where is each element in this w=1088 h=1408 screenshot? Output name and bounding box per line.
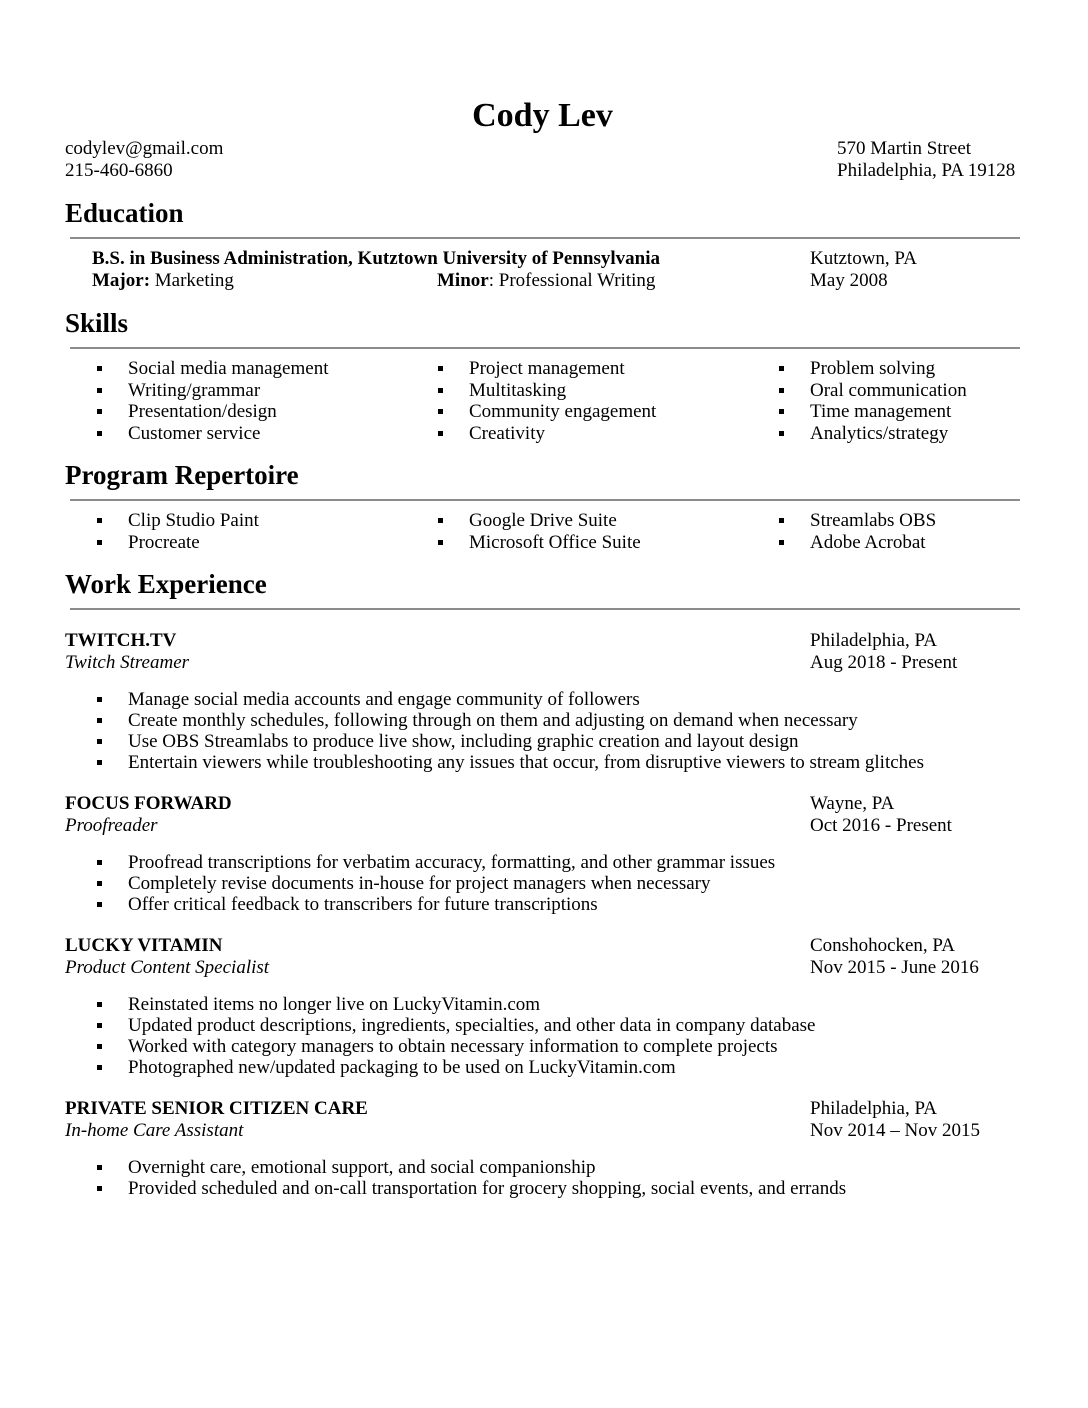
job-dates: Nov 2014 – Nov 2015	[810, 1120, 980, 1141]
section-divider	[70, 347, 1020, 349]
skill-item	[406, 380, 747, 402]
job-dates: Oct 2016 - Present	[810, 815, 952, 836]
skill-item	[747, 423, 1088, 445]
contact-right	[837, 138, 1015, 182]
job-company-row	[65, 793, 1020, 815]
skill-label: Project management	[469, 358, 625, 379]
job-bullet-text: Overnight care, emotional support, and social companionship	[128, 1157, 596, 1178]
program-item	[406, 510, 747, 532]
bullet-square-icon	[438, 388, 443, 393]
bullet-square-icon	[438, 366, 443, 371]
section-heading-education: Education	[65, 198, 184, 228]
program-label: Google Drive Suite	[469, 510, 617, 531]
bullet-square-icon	[779, 366, 784, 371]
job-entry	[65, 935, 1020, 1078]
bullet-square-icon	[97, 409, 102, 414]
job-entry	[65, 1098, 1020, 1199]
job-bullet	[65, 752, 1020, 773]
job-bullet	[65, 873, 1020, 894]
bullet-square-icon	[779, 540, 784, 545]
job-bullet	[65, 1157, 1020, 1178]
bullet-square-icon	[779, 431, 784, 436]
bullet-square-icon	[97, 881, 102, 886]
job-bullet-list	[65, 994, 1020, 1078]
education-degree-row	[65, 248, 1020, 270]
skill-label: Problem solving	[810, 358, 936, 379]
program-label: Adobe Acrobat	[810, 531, 926, 553]
skill-label: Time management	[810, 401, 952, 422]
bullet-square-icon	[97, 518, 102, 523]
program-label: Microsoft Office Suite	[469, 531, 641, 553]
job-bullet	[65, 852, 1020, 873]
bullet-square-icon	[97, 860, 102, 865]
skills-grid	[65, 358, 1020, 444]
job-title: In-home Care Assistant	[65, 1120, 244, 1141]
job-bullet	[65, 1057, 1020, 1078]
skills-column-3	[747, 358, 1088, 444]
job-bullet-text: Create monthly schedules, following through on them and adjusting on demand when necessary	[128, 710, 858, 731]
major-text	[92, 270, 234, 291]
job-bullet	[65, 731, 1020, 752]
section-divider	[70, 608, 1020, 610]
job-title-row	[65, 652, 1020, 674]
skill-label: Community engagement	[469, 401, 657, 422]
job-bullet-list	[65, 1157, 1020, 1199]
bullet-square-icon	[97, 1044, 102, 1049]
program-label: Clip Studio Paint	[128, 510, 259, 531]
company-name: LUCKY VITAMIN	[65, 935, 223, 956]
section-heading-work: Work Experience	[65, 569, 267, 599]
bullet-square-icon	[97, 540, 102, 545]
job-bullet-text: Use OBS Streamlabs to produce live show, including graphic creation and layout design	[128, 731, 799, 752]
education-date: May 2008	[810, 270, 888, 291]
job-location: Wayne, PA	[810, 793, 895, 814]
job-company-row	[65, 1098, 1020, 1120]
bullet-square-icon	[438, 540, 443, 545]
job-bullet	[65, 1015, 1020, 1036]
skill-label: Oral communication	[810, 379, 967, 401]
program-label: Streamlabs OBS	[810, 510, 937, 531]
skill-label: Social media management	[128, 358, 329, 379]
job-bullet	[65, 1036, 1020, 1057]
bullet-square-icon	[97, 739, 102, 744]
job-entry	[65, 793, 1020, 915]
section-heading-programs: Program Repertoire	[65, 460, 299, 490]
skill-label: Customer service	[128, 422, 261, 444]
bullet-square-icon	[97, 431, 102, 436]
job-bullet-text: Entertain viewers while troubleshooting any issues that occur, from disruptive viewers to stream glitches	[128, 752, 924, 773]
email-text: codylev@gmail.com	[65, 138, 224, 159]
job-bullet-text: Updated product descriptions, ingredients, specialties, and other data in company database	[128, 1015, 816, 1036]
skill-item	[65, 401, 406, 423]
job-title-row	[65, 957, 1020, 979]
program-item	[406, 532, 747, 554]
skill-label: Creativity	[469, 422, 545, 444]
major-value: Marketing	[150, 270, 234, 291]
job-bullet	[65, 994, 1020, 1015]
job-bullet	[65, 894, 1020, 915]
program-item	[747, 532, 1088, 554]
job-dates: Aug 2018 - Present	[810, 652, 958, 673]
job-bullet-text: Worked with category managers to obtain necessary information to complete projects	[128, 1036, 778, 1057]
job-bullet-text: Photographed new/updated packaging to be used on LuckyVitamin.com	[128, 1057, 676, 1078]
job-bullet-text: Manage social media accounts and engage community of followers	[128, 689, 640, 710]
section-heading-skills: Skills	[65, 308, 129, 338]
phone-text: 215-460-6860	[65, 160, 173, 181]
bullet-square-icon	[97, 902, 102, 907]
job-bullet-text: Proofread transcriptions for verbatim accuracy, formatting, and other grammar issues	[128, 852, 776, 873]
programs-column-2	[406, 510, 747, 553]
job-dates: Nov 2015 - June 2016	[810, 957, 979, 978]
bullet-square-icon	[97, 718, 102, 723]
bullet-square-icon	[438, 518, 443, 523]
section-divider	[70, 499, 1020, 501]
bullet-square-icon	[438, 409, 443, 414]
skill-label: Presentation/design	[128, 401, 277, 422]
job-bullet-list	[65, 852, 1020, 915]
job-title: Twitch Streamer	[65, 652, 190, 673]
minor-text	[437, 270, 655, 292]
bullet-square-icon	[97, 697, 102, 702]
program-item	[65, 532, 406, 554]
job-bullet-text: Completely revise documents in-house for project managers when necessary	[128, 873, 711, 894]
address-city: Philadelphia, PA 19128	[837, 160, 1016, 181]
contact-block	[65, 138, 1020, 182]
skill-item	[747, 380, 1088, 402]
skill-item	[747, 358, 1088, 380]
program-item	[747, 510, 1088, 532]
bullet-square-icon	[97, 1186, 102, 1191]
skill-item	[65, 423, 406, 445]
job-title: Proofreader	[65, 815, 158, 836]
job-location: Philadelphia, PA	[810, 1098, 938, 1119]
minor-value: : Professional Writing	[488, 270, 656, 291]
programs-grid	[65, 510, 1020, 553]
minor-label: Minor	[437, 270, 489, 291]
bullet-square-icon	[438, 431, 443, 436]
education-major-row	[65, 270, 1020, 292]
bullet-square-icon	[97, 1002, 102, 1007]
skills-column-2	[406, 358, 747, 444]
company-name: TWITCH.TV	[65, 630, 177, 651]
job-bullet	[65, 689, 1020, 710]
skill-item	[406, 423, 747, 445]
job-title: Product Content Specialist	[65, 957, 270, 978]
job-company-row	[65, 935, 1020, 957]
address-street: 570 Martin Street	[837, 138, 972, 159]
degree-text: B.S. in Business Administration, Kutztown University of Pennsylvania	[92, 248, 660, 269]
section-divider	[70, 237, 1020, 239]
bullet-square-icon	[779, 518, 784, 523]
skill-item	[406, 401, 747, 423]
bullet-square-icon	[779, 388, 784, 393]
job-bullet-text: Offer critical feedback to transcribers for future transcriptions	[128, 894, 598, 915]
skill-item	[747, 401, 1088, 423]
job-title-row	[65, 1120, 1020, 1142]
education-location: Kutztown, PA	[810, 248, 917, 269]
bullet-square-icon	[97, 1023, 102, 1028]
skill-item	[65, 358, 406, 380]
company-name: PRIVATE SENIOR CITIZEN CARE	[65, 1098, 368, 1119]
skill-item	[406, 358, 747, 380]
job-location: Philadelphia, PA	[810, 630, 938, 651]
programs-column-3	[747, 510, 1088, 553]
job-bullet	[65, 1178, 1020, 1199]
skill-label: Writing/grammar	[128, 379, 261, 401]
job-entry	[65, 630, 1020, 773]
job-location: Conshohocken, PA	[810, 935, 955, 956]
bullet-square-icon	[779, 409, 784, 414]
bullet-square-icon	[97, 366, 102, 371]
bullet-square-icon	[97, 1065, 102, 1070]
bullet-square-icon	[97, 760, 102, 765]
skill-label: Analytics/strategy	[810, 422, 949, 444]
skill-label: Multitasking	[469, 379, 567, 401]
job-title-row	[65, 815, 1020, 837]
skills-column-1	[65, 358, 406, 444]
bullet-square-icon	[97, 388, 102, 393]
major-label: Major:	[92, 270, 151, 291]
programs-column-1	[65, 510, 406, 553]
job-bullet-text: Provided scheduled and on-call transportation for grocery shopping, social events, and errands	[128, 1178, 847, 1199]
program-label: Procreate	[128, 531, 200, 553]
skill-item	[65, 380, 406, 402]
job-company-row	[65, 630, 1020, 652]
program-item	[65, 510, 406, 532]
bullet-square-icon	[97, 1165, 102, 1170]
page-title: Cody Lev	[472, 97, 613, 134]
job-bullet-text: Reinstated items no longer live on LuckyVitamin.com	[128, 994, 541, 1015]
job-bullet	[65, 710, 1020, 731]
job-bullet-list	[65, 689, 1020, 773]
company-name: FOCUS FORWARD	[65, 793, 232, 814]
